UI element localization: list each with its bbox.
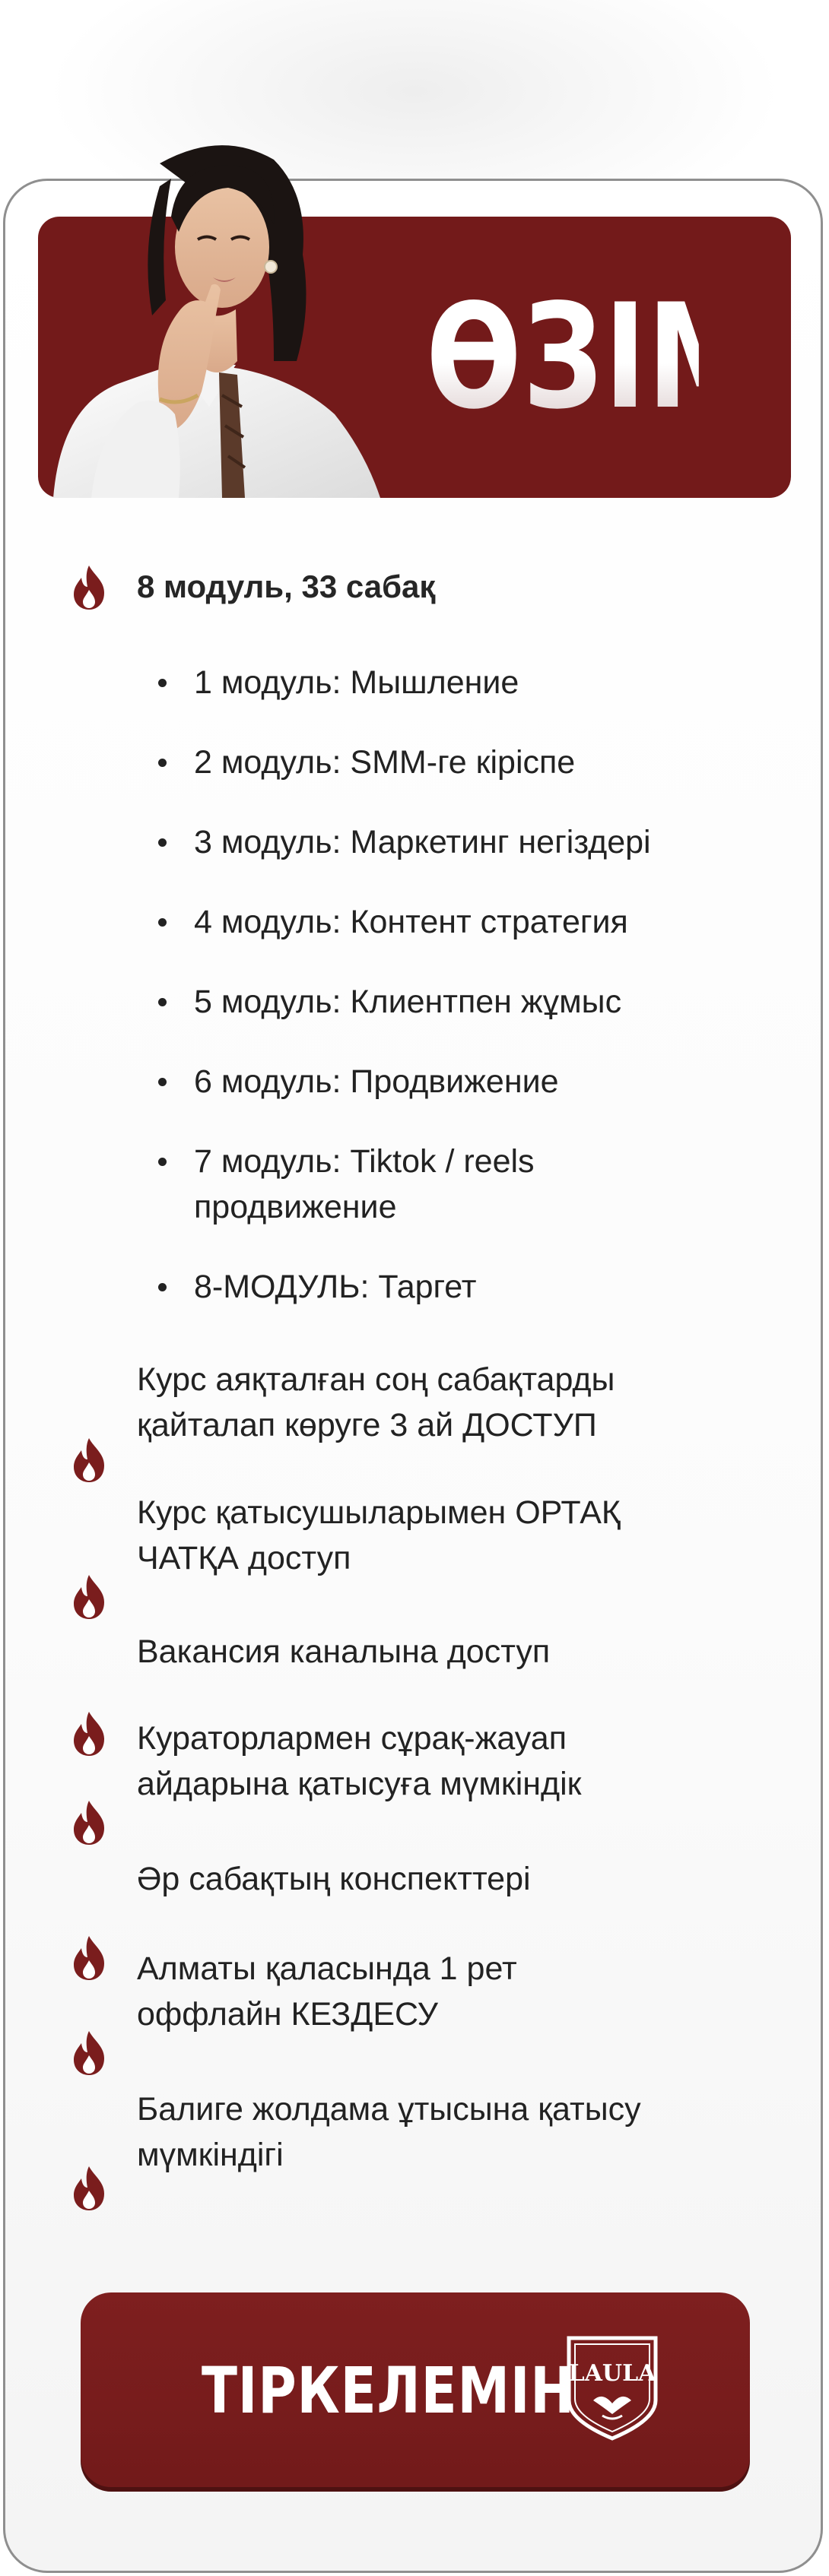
register-button-label[interactable]: ТІРКЕЛЕМІН <box>202 2353 575 2428</box>
feature-lesson-notes <box>137 1856 776 1902</box>
fire-icon <box>71 1799 107 1846</box>
feature-curator-qa <box>137 1716 776 1807</box>
bullet-dot <box>158 838 167 847</box>
portrait-image <box>46 133 395 498</box>
module-item-1: 1 модуль: Мышление <box>194 664 519 701</box>
bullet-dot <box>158 759 167 767</box>
fire-icon <box>71 1437 107 1484</box>
feature-common-chat <box>137 1490 776 1581</box>
module-item-7-line-2: продвижение <box>194 1189 397 1225</box>
feature-vacancy-channel <box>137 1629 776 1675</box>
module-item-6: 6 модуль: Продвижение <box>194 1063 559 1100</box>
feature-access-3-months <box>137 1357 776 1448</box>
course-heading: 8 модуль, 33 сабақ <box>137 569 436 604</box>
fire-icon <box>71 2029 107 2077</box>
feature-bali-raffle <box>137 2086 776 2178</box>
fire-icon <box>71 564 107 611</box>
bullet-dot <box>158 1078 167 1086</box>
laula-logo-icon <box>563 2330 662 2445</box>
feature-offline-meetup <box>137 1946 776 2037</box>
feature-line: Курс аяқталған соң сабақтарды <box>137 1361 615 1398</box>
feature-line: Балиге жолдама ұтысына қатысу <box>137 2091 641 2128</box>
feature-line: оффлайн КЕЗДЕСУ <box>137 1996 438 2033</box>
feature-line: мүмкіндігі <box>137 2137 284 2173</box>
bullet-dot <box>158 679 167 687</box>
logo-text: LAULA <box>568 2360 656 2387</box>
fire-icon <box>71 2165 107 2212</box>
feature-line: Кураторлармен сұрақ-жауап <box>137 1720 567 1757</box>
module-item-3: 3 модуль: Маркетинг негіздері <box>194 824 651 860</box>
feature-line: айдарына қатысуға мүмкіндік <box>137 1766 582 1802</box>
feature-line: ЧАТҚА доступ <box>137 1540 351 1576</box>
fire-icon <box>71 1573 107 1621</box>
feature-line: Курс қатысушыларымен ОРТАҚ <box>137 1494 621 1531</box>
fire-icon <box>71 1934 107 1982</box>
fire-icon <box>71 1710 107 1757</box>
module-item-2: 2 модуль: SMM-ге кіріспе <box>194 744 576 781</box>
bullet-dot <box>158 1158 167 1166</box>
bullet-dot <box>158 998 167 1006</box>
feature-line: Алматы қаласында 1 рет <box>137 1950 517 1987</box>
feature-line: Вакансия каналына доступ <box>137 1633 551 1670</box>
module-item-8: 8-МОДУЛЬ: Таргет <box>194 1269 477 1305</box>
bullet-dot <box>158 1283 167 1291</box>
module-item-7: 7 модуль: Tiktok / reels <box>194 1143 535 1180</box>
feature-line: қайталап көруге 3 ай ДОСТУП <box>137 1407 597 1443</box>
banner-title: ӨЗІМ <box>426 273 761 441</box>
module-item-4: 4 модуль: Контент стратегия <box>194 904 628 940</box>
module-item-5: 5 модуль: Клиентпен жұмыс <box>194 984 622 1020</box>
feature-line: Әр сабақтың конспекттері <box>137 1861 531 1897</box>
bullet-dot <box>158 918 167 927</box>
